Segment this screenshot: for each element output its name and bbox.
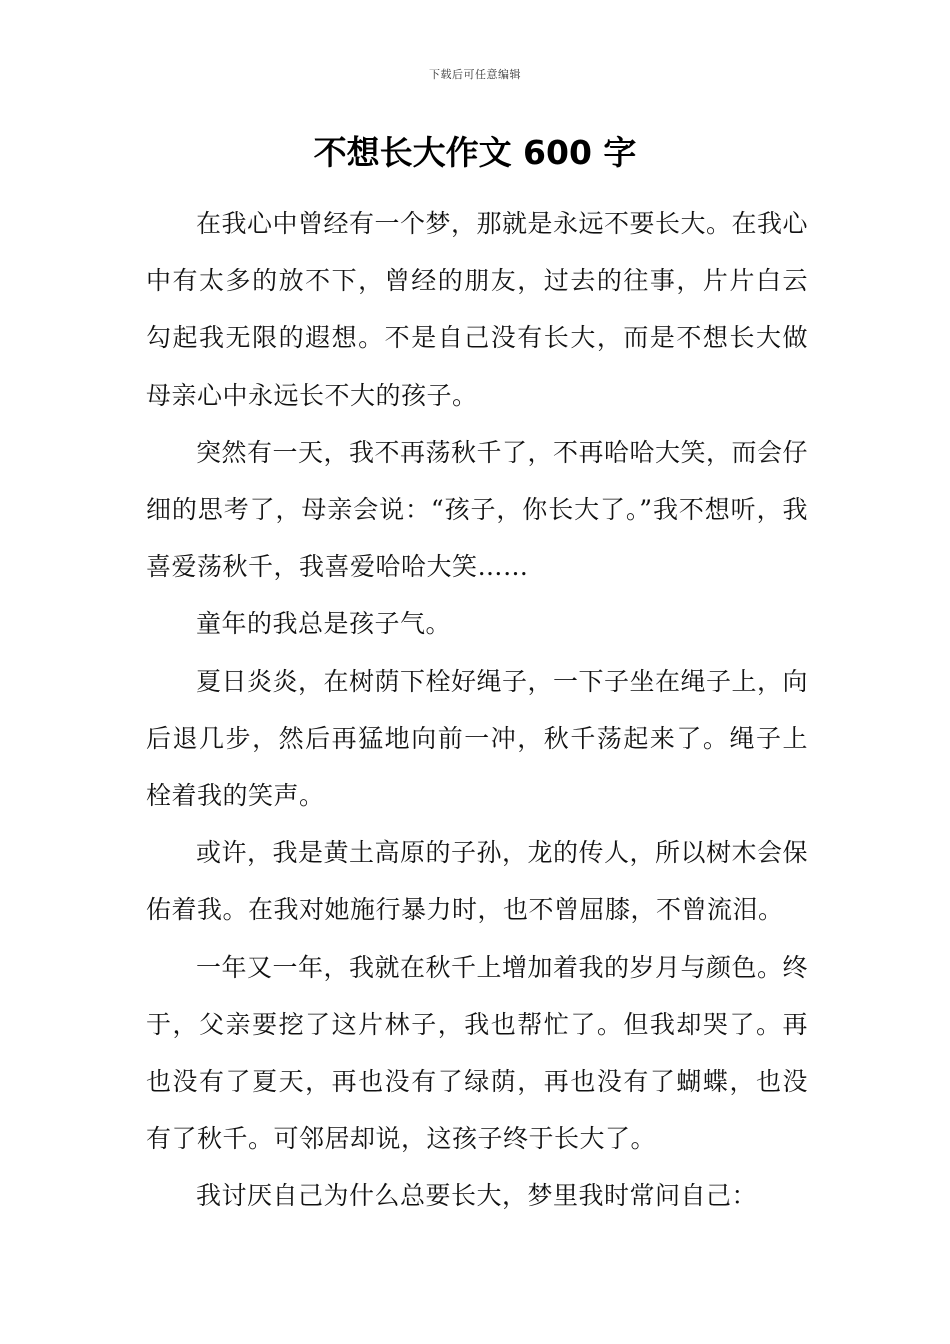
paragraph: 夏日炎炎，在树荫下栓好绳子，一下子坐在绳子上，向后退几步，然后再猛地向前一冲，秋千荡起来了。绳子上栓着我的笑声。: [146, 666, 809, 811]
paragraph: 在我心中曾经有一个梦，那就是永远不要长大。在我心中有太多的放不下，曾经的朋友，过去的往事，片片白云勾起我无限的遐想。不是自己没有长大，而是不想长大做母亲心中永远长不大的孩子。: [146, 209, 809, 410]
paragraph: 或许，我是黄土高原的子孙，龙的传人，所以树木会保佑着我。在我对她施行暴力时，也不曾屈膝，不曾流泪。: [146, 838, 809, 925]
paragraph: 突然有一天，我不再荡秋千了，不再哈哈大笑，而会仔细的思考了，母亲会说：“孩子，你长大了。”我不想听，我喜爱荡秋千，我喜爱哈哈大笑……: [146, 437, 809, 582]
essay-body: [146, 195, 808, 1225]
paragraph: 童年的我总是孩子气。: [196, 609, 452, 639]
header-note: 下载后可任意编辑: [429, 68, 521, 81]
paragraph: 一年又一年，我就在秋千上增加着我的岁月与颜色。终于，父亲要挖了这片林子，我也帮忙了。但我却哭了。再也没有了夏天，再也没有了绿荫，再也没有了蝴蝶，也没有了秋千。可邻居却说，这孩子终于长大了。: [146, 952, 809, 1154]
page-title: 不想长大作文 600 字: [313, 133, 637, 172]
paragraph: 我讨厌自己为什么总要长大，梦里我时常问自己：: [196, 1181, 758, 1211]
